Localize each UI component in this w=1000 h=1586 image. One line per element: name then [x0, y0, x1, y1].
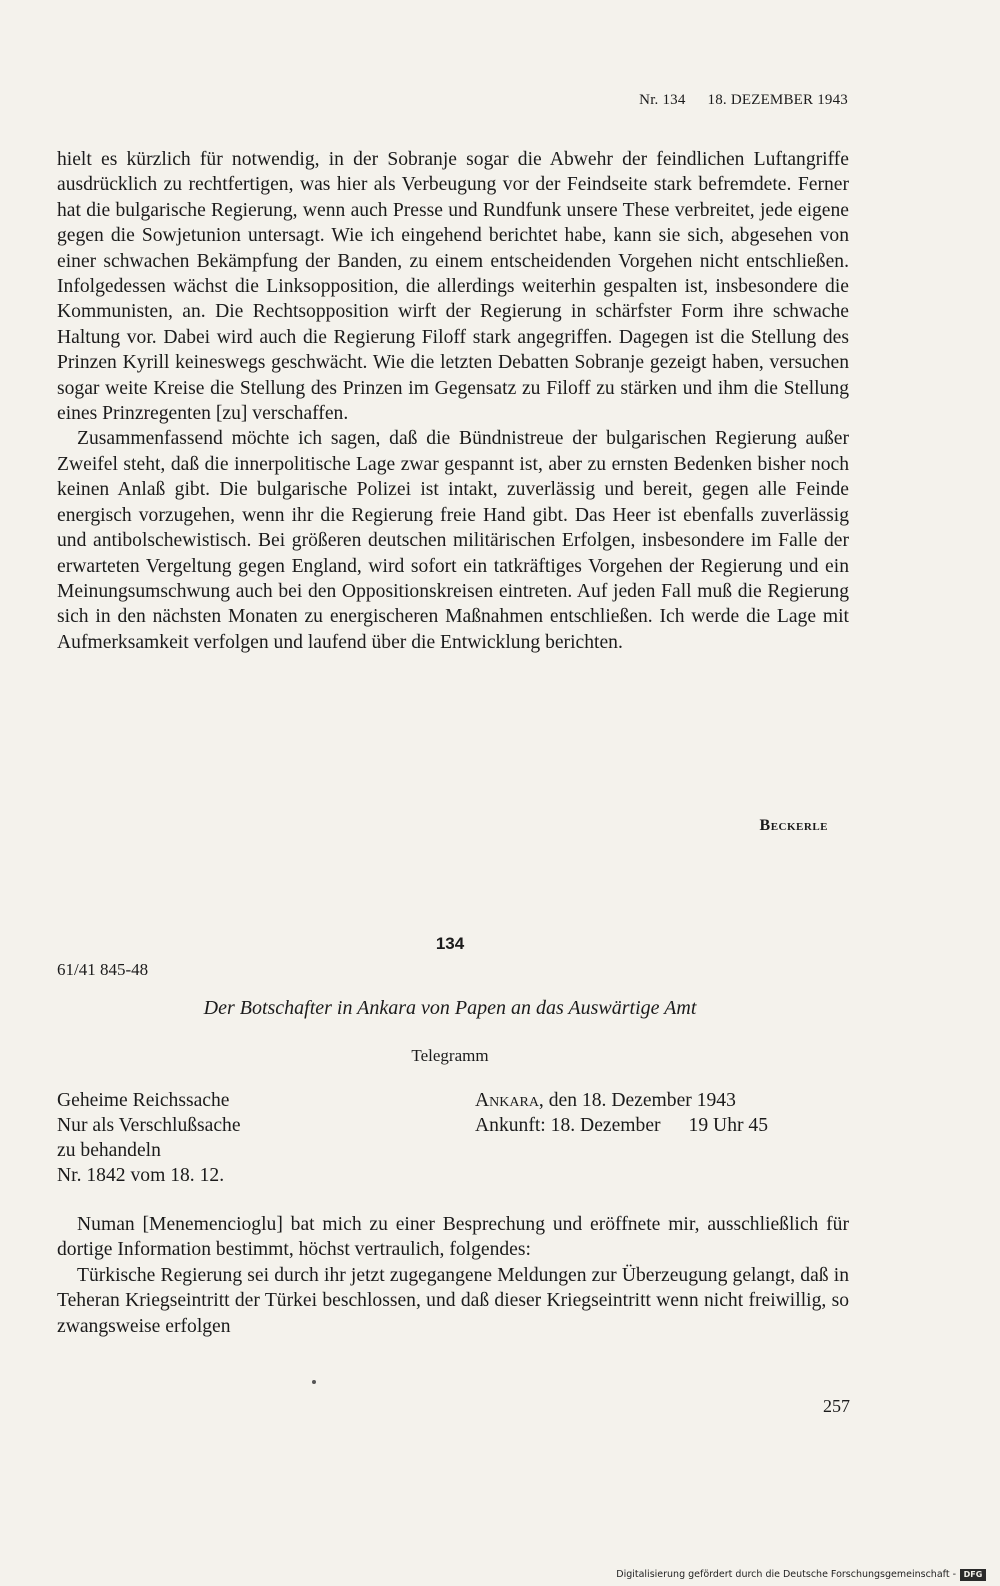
classification-line: Geheime Reichssache: [57, 1090, 230, 1111]
paragraph: Zusammenfassend möchte ich sagen, daß die Bündnistreue der bulgarischen Regierung außer Zweifel steht, daß die innerpolitische Lage zwar gespannt ist, aber zu ernsten Bedenken bisher noch keinen Anlaß gibt. Die bulgarische Polizei ist intakt, zuverlässig und bereit, gegen alle Feinde energisch vorzugehen, wenn ihr die Regierung freie Hand gibt. Das Heer ist ebenfalls zuverlässig und antibolschewistisch. Bei größeren deutschen militärischen Erfolgen, insbesondere im Falle der erwarteten Vergeltung gegen England, wird sofort ein tatkräftiges Vorgehen der Regierung und ein Meinungsumschwung auch bei den Oppositionskreisen eintreten. Auf jeden Fall muß die Regierung sich in den nächsten Monaten zu energischeren Maßnahmen entschließen. Ich werde die Lage mit Aufmerksamkeit verfolgen und laufend über die Entwicklung berichten.: [57, 428, 849, 653]
paragraph: Numan [Menemencioglu] bat mich zu einer Besprechung und eröffnete mir, ausschließlich für dortige Information bestimmt, höchst vertraulich, folgendes:: [57, 1214, 849, 1261]
classification-block: [57, 1088, 241, 1188]
ink-dot: [312, 1380, 316, 1384]
dispatch-date: den 18. Dezember 1943: [548, 1090, 736, 1111]
telegram-body: [57, 1212, 849, 1339]
running-head-date: 18. DEZEMBER 1943: [707, 92, 848, 108]
report-continuation: [57, 147, 849, 655]
page-number: 257: [823, 1396, 850, 1416]
classification-line: Nr. 1842 vom 18. 12.: [57, 1165, 225, 1186]
film-reference: 61/41 845-48: [57, 960, 149, 979]
signature: Beckerle: [759, 817, 828, 834]
document-title: Der Botschafter in Ankara von Papen an das Auswärtige Amt: [203, 997, 697, 1019]
classification-line: Nur als Verschlußsache: [57, 1115, 241, 1136]
classification-line: zu behandeln: [57, 1140, 161, 1161]
dispatch-block: [475, 1088, 768, 1138]
paragraph: Türkische Regierung sei durch ihr jetzt zugegangene Meldungen zur Überzeugung gelangt, daß in Teheran Kriegseintritt der Türkei beschlossen, und daß dieser Kriegseintritt wenn nicht freiwillig, so zwangsweise erfolgen: [57, 1264, 849, 1337]
digitization-credit: Digitalisierung gefördert durch die Deutsche Forschungsgemeinschaft -: [616, 1569, 956, 1580]
document-number: 134: [435, 934, 465, 953]
document-type: Telegramm: [411, 1046, 489, 1065]
dfg-logo: DFG: [960, 1569, 986, 1581]
dispatch-place: Ankara,: [475, 1090, 544, 1111]
running-head: [639, 92, 848, 109]
arrival-line: [475, 1113, 768, 1138]
arrival-date: Ankunft: 18. Dezember: [475, 1115, 661, 1136]
dispatch-line: [475, 1088, 768, 1113]
running-head-doc-number: Nr. 134: [639, 92, 686, 108]
paragraph: hielt es kürzlich für notwendig, in der Sobranje sogar die Abwehr der feindlichen Luftangriffe ausdrücklich zu rechtfertigen, was hier als Verbeugung vor der Feindseite stark befremdete. Ferner hat die bulgarische Regierung, wenn auch Presse und Rundfunk unsere These verbreitet, jede eigene gegen die Sowjetunion untersagt. Wie ich eingehend berichtet habe, kann sie sich, abgesehen von einer schwachen Bekämpfung der Banden, zu einem entscheidenden Vorgehen nicht entschließen. Infolgedessen wächst die Linksopposition, die allerdings weiterhin gespalten ist, insbesondere die Kommunisten, an. Die Rechtsopposition wirft der Regierung in schärfster Form ihre schwache Haltung vor. Dabei wird auch die Regierung Filoff stark angegriffen. Dagegen ist die Stellung des Prinzen Kyrill keineswegs geschwächt. Wie die letzten Debatten Sobranje gezeigt haben, versuchen sogar weite Kreise die Stellung des Prinzen im Gegensatz zu Filoff zu stärken und ihm die Stellung eines Prinzregenten [zu] verschaffen.: [57, 149, 849, 425]
arrival-time: 19 Uhr 45: [688, 1115, 769, 1136]
